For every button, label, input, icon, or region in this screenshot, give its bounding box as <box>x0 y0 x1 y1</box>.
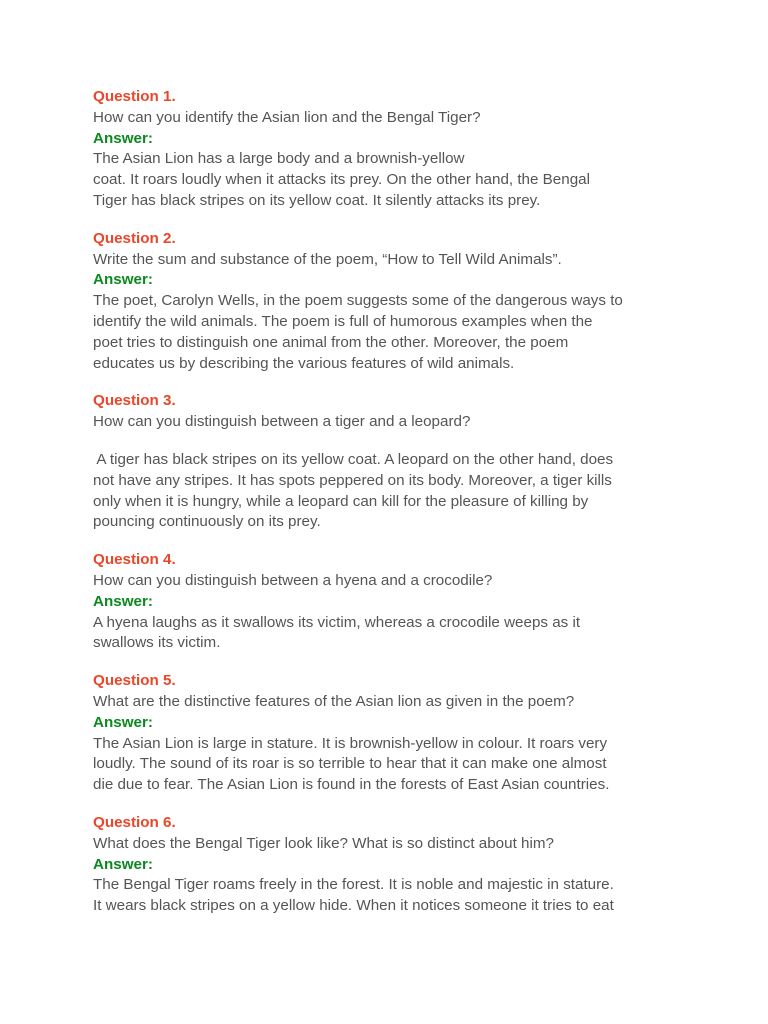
question-label: Question 3. <box>93 392 176 410</box>
question-text: How can you distinguish between a hyena and a crocodile? <box>93 571 493 589</box>
question-label: Question 5. <box>93 672 176 690</box>
answer-label: Answer: <box>93 713 153 731</box>
document-page <box>93 87 678 934</box>
question-text: What are the distinctive features of the Asian lion as given in the poem? <box>93 692 575 710</box>
question-text: How can you distinguish between a tiger and a leopard? <box>93 413 471 431</box>
answer-label: Answer: <box>93 271 153 289</box>
blank-line <box>93 433 678 450</box>
answer-line: The Asian Lion has a large body and a brownish-yellow <box>93 150 465 168</box>
answer-line: swallows its victim. <box>93 634 221 652</box>
answer-line: It wears black stripes on a yellow hide. When it notices someone it tries to eat <box>93 897 614 915</box>
answer-line: coat. It roars loudly when it attacks its prey. On the other hand, the Bengal <box>93 171 590 189</box>
qa-block-5 <box>93 671 678 796</box>
answer-line: identify the wild animals. The poem is full of humorous examples when the <box>93 312 593 330</box>
answer-line: poet tries to distinguish one animal from the other. Moreover, the poem <box>93 333 569 351</box>
qa-block-4 <box>93 550 678 654</box>
question-label: Question 6. <box>93 813 176 831</box>
answer-line: die due to fear. The Asian Lion is found in the forests of East Asian countries. <box>93 776 610 794</box>
question-text: How can you identify the Asian lion and the Bengal Tiger? <box>93 108 481 126</box>
answer-line: only when it is hungry, while a leopard can kill for the pleasure of killing by <box>93 492 589 510</box>
question-label: Question 2. <box>93 229 176 247</box>
question-label: Question 4. <box>93 551 176 569</box>
answer-line: pouncing continuously on its prey. <box>93 513 321 531</box>
question-text: What does the Bengal Tiger look like? What is so distinct about him? <box>93 834 554 852</box>
answer-line: not have any stripes. It has spots peppered on its body. Moreover, a tiger kills <box>93 471 612 489</box>
answer-line: The poet, Carolyn Wells, in the poem suggests some of the dangerous ways to <box>93 292 623 310</box>
answer-line: The Asian Lion is large in stature. It is brownish-yellow in colour. It roars very <box>93 734 608 752</box>
qa-block-1 <box>93 87 678 212</box>
answer-line: A hyena laughs as it swallows its victim, whereas a crocodile weeps as it <box>93 613 581 631</box>
qa-block-2 <box>93 229 678 375</box>
answer-line: The Bengal Tiger roams freely in the forest. It is noble and majestic in stature. <box>93 876 614 894</box>
answer-line: A tiger has black stripes on its yellow coat. A leopard on the other hand, does <box>93 450 614 468</box>
answer-line: Tiger has black stripes on its yellow coat. It silently attacks its prey. <box>93 191 541 209</box>
question-text: Write the sum and substance of the poem, “How to Tell Wild Animals”. <box>93 250 562 268</box>
answer-line: educates us by describing the various features of wild animals. <box>93 354 515 372</box>
qa-block-6 <box>93 813 678 917</box>
answer-label: Answer: <box>93 855 153 873</box>
qa-block-3 <box>93 391 678 533</box>
answer-label: Answer: <box>93 592 153 610</box>
question-label: Question 1. <box>93 88 176 105</box>
answer-line: loudly. The sound of its roar is so terrible to hear that it can make one almost <box>93 755 607 773</box>
answer-label: Answer: <box>93 129 153 147</box>
